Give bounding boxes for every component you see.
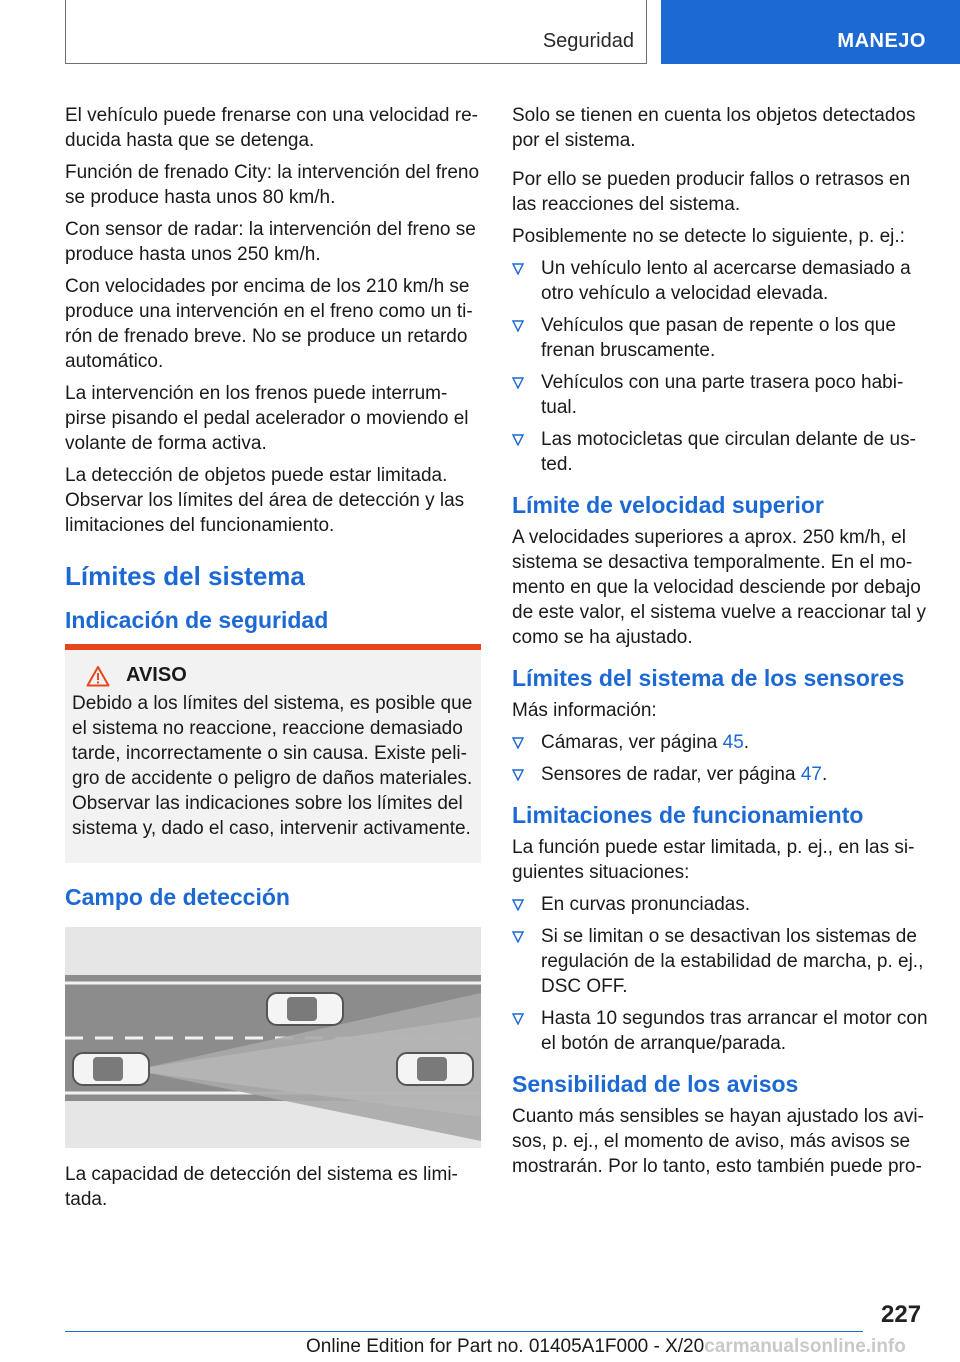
triangle-bullet-icon xyxy=(512,899,524,911)
paragraph: Función de frenado City: la intervención del freno se produce hasta unos 80 km/h. xyxy=(65,162,480,208)
warning-box xyxy=(65,644,481,863)
paragraph: Más información: xyxy=(512,700,657,721)
subheading-campo: Campo de detección xyxy=(65,884,290,910)
triangle-bullet-icon xyxy=(512,320,524,332)
warning-header xyxy=(86,664,473,687)
undetected-list xyxy=(512,256,930,477)
header-chapter-box xyxy=(661,0,960,64)
list-item: Hasta 10 segundos tras arrancar el motor con el botón de arranque/parada. xyxy=(512,1006,930,1056)
subheading-limitaciones: Limitaciones de funcionamiento xyxy=(512,802,864,828)
car-ahead-left-icon xyxy=(267,993,343,1025)
header-chapter-title: MANEJO xyxy=(837,30,926,52)
left-column xyxy=(65,103,481,1219)
list-item: Cámaras, ver página 45. xyxy=(512,730,930,755)
paragraph: Cuanto más sensibles se hayan ajustado los avi- sos, p. ej., el momento de aviso, más avisos se mostrarán. Por lo tanto, esto también puede pro- xyxy=(512,1106,924,1177)
paragraph: El vehículo puede frenarse con una velocidad re- ducida hasta que se detenga. xyxy=(65,105,478,151)
page-link-45[interactable]: 45 xyxy=(722,732,744,753)
triangle-bullet-icon xyxy=(512,377,524,389)
paragraph: A velocidades superiores a aprox. 250 km/h, el sistema se desactiva temporalmente. En el mo- mento en que la velocidad desciende por debajo de este valor, el sistema vuelve a reaccionar tal y como se ha ajustado. xyxy=(512,527,926,648)
list-item: Un vehículo lento al acercarse demasiado a otro vehículo a velocidad elevada. xyxy=(512,256,930,306)
triangle-bullet-icon xyxy=(512,737,524,749)
paragraph: Con sensor de radar: la intervención del freno se produce hasta unos 250 km/h. xyxy=(65,219,476,265)
warning-title: AVISO xyxy=(126,664,187,686)
paragraph: La función puede estar limitada, p. ej., en las si- guientes situaciones: xyxy=(512,837,915,883)
triangle-bullet-icon xyxy=(512,769,524,781)
header-section-title: Seguridad xyxy=(542,30,634,52)
right-column xyxy=(512,103,930,1186)
paragraph: Por ello se pueden producir fallos o retrasos en las reacciones del sistema. xyxy=(512,169,911,215)
list-item: Si se limitan o se desactivan los sistemas de regulación de la estabilidad de marcha, p. ej., DSC OFF. xyxy=(512,924,930,999)
header-section-box xyxy=(65,0,647,64)
figure-caption: La capacidad de detección del sistema es limi- tada. xyxy=(65,1164,458,1210)
paragraph: Con velocidades por encima de los 210 km/h se produce una intervención en el freno como un ti- rón de frenado breve. No se produce un retardo automático. xyxy=(65,276,473,372)
warning-triangle-icon xyxy=(86,665,110,687)
edition-text: Online Edition for Part no. 01405A1F000 - X/20 xyxy=(306,1336,705,1357)
triangle-bullet-icon xyxy=(512,434,524,446)
list-item: Las motocicletas que circulan delante de us- ted. xyxy=(512,427,930,477)
paragraph: La detección de objetos puede estar limitada. Observar los límites del área de detección y las limitaciones del funcionamiento. xyxy=(65,465,465,536)
footer-edition xyxy=(306,1336,906,1358)
footer-rule xyxy=(65,1331,863,1332)
car-ego-icon xyxy=(73,1053,149,1085)
sensor-reference-list xyxy=(512,730,930,787)
list-item: Vehículos con una parte trasera poco habi- tual. xyxy=(512,370,930,420)
limitations-list xyxy=(512,892,930,1056)
list-item: Sensores de radar, ver página 47. xyxy=(512,762,930,787)
subheading-sensibilidad: Sensibilidad de los avisos xyxy=(512,1071,799,1097)
warning-text: Debido a los límites del sistema, es posible que el sistema no reaccione, reaccione demasiado tarde, incorrectamente o sin causa. Existe peli- gro de accidente o peligro de daños materiales. Observar las indicaciones sobre los límites del sistema y, dado el caso, intervenir activamente. xyxy=(72,693,473,839)
subheading-indicacion: Indicación de seguridad xyxy=(65,607,329,633)
paragraph: La intervención en los frenos puede interrum- pirse pisando el pedal acelerador o moviendo el volante de forma activa. xyxy=(65,383,469,454)
detection-field-illustration xyxy=(65,927,481,1148)
page-number: 227 xyxy=(881,1301,922,1328)
watermark-text: carmanualsonline.info xyxy=(704,1336,906,1357)
paragraph: Solo se tienen en cuenta los objetos detectados por el sistema. xyxy=(512,105,916,151)
list-item: En curvas pronunciadas. xyxy=(512,892,930,917)
page-link-47[interactable]: 47 xyxy=(800,764,822,785)
subheading-velocidad: Límite de velocidad superior xyxy=(512,492,824,518)
car-ahead-right-icon xyxy=(397,1053,473,1085)
triangle-bullet-icon xyxy=(512,1013,524,1025)
triangle-bullet-icon xyxy=(512,931,524,943)
section-heading-limites: Límites del sistema xyxy=(65,561,305,591)
paragraph: Posiblemente no se detecte lo siguiente, p. ej.: xyxy=(512,226,905,247)
subheading-sensores: Límites del sistema de los sensores xyxy=(512,665,905,691)
triangle-bullet-icon xyxy=(512,263,524,275)
list-item: Vehículos que pasan de repente o los que frenan bruscamente. xyxy=(512,313,930,363)
